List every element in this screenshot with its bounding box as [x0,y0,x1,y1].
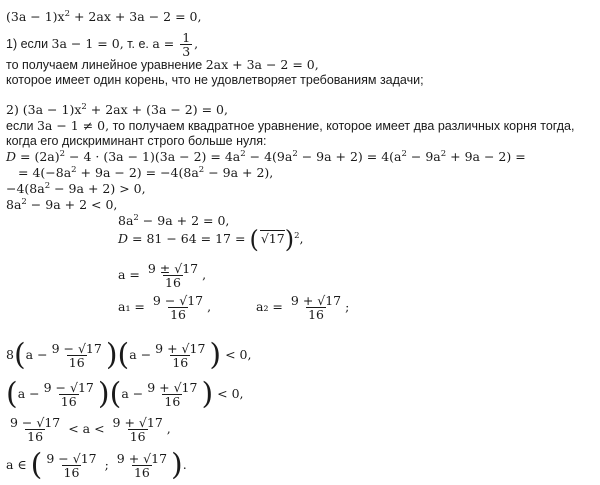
fraction [111,416,165,443]
one-root-line: которое имеет один корень, что не удовлетворяет требованиям задачи; [6,73,424,87]
roots-formula-line [118,262,206,289]
text-segment: a = [118,267,144,282]
fraction-numerator: 9 − √17 [46,451,97,466]
text-segment: если [6,119,37,133]
linear-equation-line [6,58,319,72]
math-segment: 3a − 1 ≠ 0, [36,118,110,133]
fraction [8,416,62,443]
discriminant-line-1: $D = (2a)^2 - 4 \cdot (3a - 1)(3a - 2) = 4a^2 - 4(9a^2 - 9a + 2) = 4(a^2 - 9a^2 + 9a - 2)$ = [6,149,526,164]
fraction-denominator: 16 [170,307,186,322]
factored-inequality-line-2: (a − $\frac{9 - √17}{16}$ )(a − $\frac{9 + √17}{16}$ ) < 0, [6,376,244,412]
quadratic-condition-line [6,119,575,133]
text-segment: a − [25,347,48,362]
fraction-denominator: 16 [27,429,44,444]
equation-line-1: $(3a - 1)x^2 + 2ax + 3a - 2 = 0$, [6,9,202,24]
fraction [151,294,205,321]
fraction-denominator: 16 [133,465,150,480]
discriminant-value-line: D = 81 − 64 = 17 = ( √17)$^2$, [118,225,304,254]
fraction [146,262,200,289]
fraction [50,342,104,369]
fraction-denominator: 16 [172,355,189,370]
fraction [153,342,207,369]
case-2-line: 2) $(3a - 1)x^2 + 2ax + (3a - 2) = 0$, [6,102,228,117]
discriminant-condition-line: когда его дискриминант строго больше нуля: [6,134,267,148]
fraction [44,452,98,479]
math-segment: 2ax + 3a − 2 = 0, [205,57,319,72]
text-segment: a − [121,386,144,401]
fraction-numerator: 9 + √17 [290,293,342,308]
fraction-numerator: 9 − √17 [10,415,61,430]
text-segment: a ∈ [6,457,31,472]
root-a2-line [256,294,349,321]
text-segment: a − [129,347,152,362]
answer-line: a ∈ ( $\frac{9 - √17}{16}$ ; $\frac{9 + √17}{16}$ ). [6,447,187,483]
interval-inequality-line [6,416,171,443]
text-segment: a − [17,386,40,401]
fraction-one-third [180,31,192,58]
fraction-denominator: 16 [68,355,85,370]
fraction-numerator: 1 [182,30,191,45]
punctuation: . [182,457,187,472]
fraction [42,381,96,408]
text-segment: < 0, [213,386,244,401]
fraction-denominator: 16 [129,429,146,444]
fraction [289,294,343,321]
punctuation: , [207,299,212,314]
fraction-denominator: 16 [164,394,181,409]
text-segment: < 0, [221,347,252,362]
text-segment: ; [100,457,113,472]
fraction-numerator: 9 + √17 [112,415,163,430]
fraction [115,452,169,479]
inequality-line-1: $-4(8a^2 - 9a + 2) > 0$, [6,181,146,196]
fraction-denominator: 3 [182,44,191,59]
punctuation: ; [345,299,350,314]
fraction-numerator: 9 ± √17 [147,261,199,276]
punctuation: , [194,36,199,51]
fraction-numerator: 9 − √17 [152,293,204,308]
text-segment: a₁ = [118,299,149,314]
fraction [145,381,199,408]
text-segment: < a < [64,421,109,436]
fraction-denominator: 16 [308,307,324,322]
punctuation: , [166,421,171,436]
inequality-line-2: $8a^2 - 9a + 2 < 0$, [6,197,118,212]
punctuation: , [202,267,207,282]
text-segment: 8 [6,347,14,362]
root-a1-line [118,294,211,321]
fraction-numerator: 9 + √17 [147,380,198,395]
text-segment: то получаем квадратное уравнение, которое имеет два различных корня тогда, [109,119,575,133]
text-segment: a₂ = [256,299,287,314]
case-1-line: 1) если 3a − 1 = 0, т. е. a = $\frac{1}{3}$ , [6,30,199,59]
factored-inequality-line-1: 8(a − $\frac{9 - √17}{16}$ )(a − $\frac{9 + √17}{16}$ ) < 0, [6,337,252,373]
fraction-numerator: 9 − √17 [51,341,102,356]
fraction-denominator: 16 [60,394,77,409]
fraction-numerator: 9 − √17 [43,380,94,395]
fraction-denominator: 16 [165,275,181,290]
text-segment: то получаем линейное уравнение [6,58,206,72]
fraction-numerator: 9 + √17 [116,451,168,466]
fraction-denominator: 16 [63,465,80,480]
fraction-numerator: 9 + √17 [155,341,206,356]
discriminant-line-2: = $4(-8a^2 + 9a - 2) = -4(8a^2 - 9a + 2)$, [18,165,274,180]
equation-line-roots: $8a^2 - 9a + 2 = 0$, [118,213,230,228]
